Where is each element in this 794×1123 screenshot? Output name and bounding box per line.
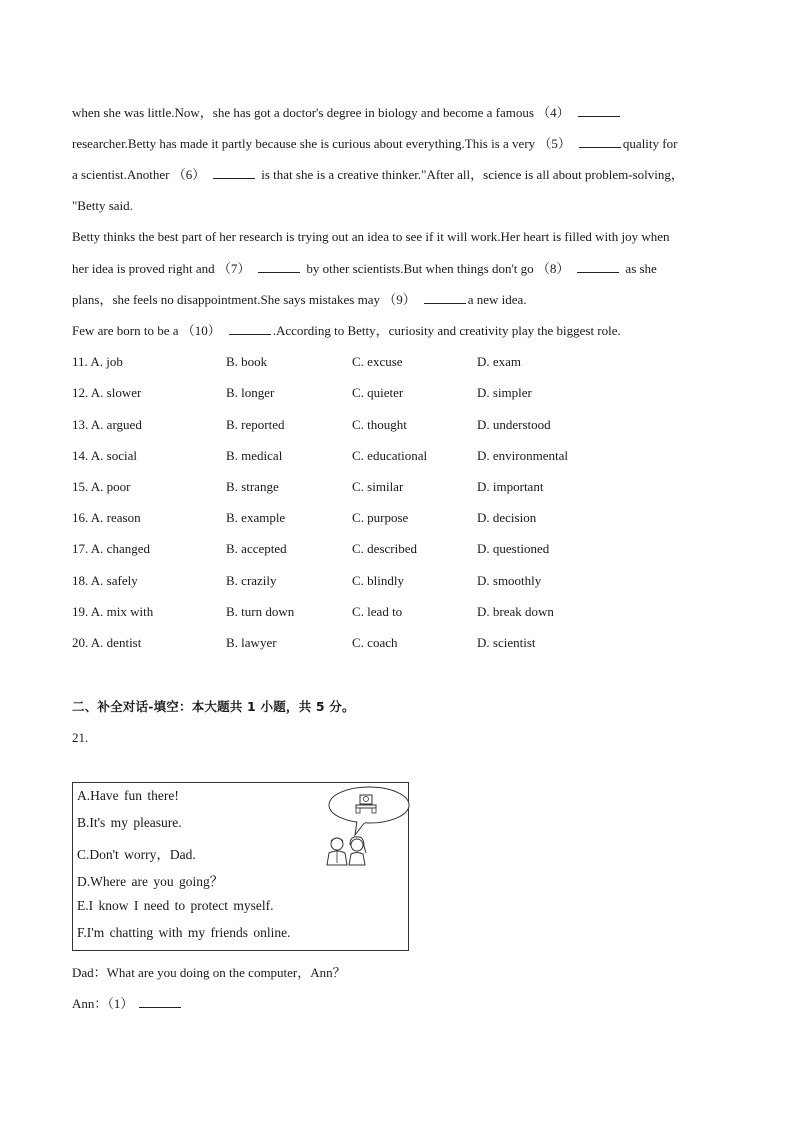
option-a: A. changed [90, 541, 150, 556]
passage-text: .According to Betty，curiosity and creativity play the biggest role. [272, 323, 621, 338]
option-a: A. job [90, 354, 123, 369]
question-number-and-option-a[interactable] [72, 573, 138, 589]
option-c[interactable]: C. similar [352, 479, 404, 494]
question-number: 14. [72, 448, 89, 463]
question-number: 15. [72, 479, 89, 494]
option-c[interactable]: C. described [352, 541, 417, 556]
choice-item: D.Where are you going？ [77, 874, 224, 889]
passage-text: her idea is proved right and （7） [72, 261, 251, 276]
option-d[interactable]: D. understood [477, 417, 551, 432]
question-number: 17. [72, 541, 89, 556]
passage-line-5 [72, 229, 670, 245]
question-number-and-option-a[interactable] [72, 385, 141, 401]
option-d[interactable]: D. decision [477, 510, 537, 525]
section-heading: 二、补全对话-填空：本大题共 1 小题，共 5 分。 [72, 699, 355, 714]
question-number: 19. [72, 604, 89, 619]
passage-line-7 [72, 292, 527, 308]
option-d[interactable]: D. smoothly [477, 573, 542, 588]
option-b[interactable]: B. crazily [226, 573, 277, 588]
speech-bubble-tail [355, 821, 365, 835]
question-row [72, 479, 722, 495]
option-b[interactable]: B. book [226, 354, 268, 369]
question-number-and-option-a[interactable] [72, 417, 142, 433]
answer-blank[interactable] [229, 323, 271, 335]
option-a: A. social [90, 448, 138, 463]
passage-text: when she was little.Now，she has got a doctor's degree in biology and become a famous （4） [72, 105, 570, 120]
answer-blank[interactable] [579, 136, 621, 148]
question-row [72, 635, 722, 651]
option-d[interactable]: D. break down [477, 604, 554, 619]
option-b[interactable]: B. reported [226, 417, 285, 432]
question-number: 18. [72, 573, 89, 588]
passage-text: "Betty said. [72, 198, 133, 213]
option-b[interactable]: B. medical [226, 448, 283, 463]
option-a: A. slower [90, 385, 142, 400]
option-c[interactable]: C. excuse [352, 354, 403, 369]
question-number: 12. [72, 385, 89, 400]
option-d[interactable]: D. questioned [477, 541, 550, 556]
option-c[interactable]: C. quieter [352, 385, 404, 400]
option-c[interactable]: C. thought [352, 417, 407, 432]
question-number: 13. [72, 417, 89, 432]
passage-text: Few are born to be a （10） [72, 323, 221, 338]
passage-text: is that she is a creative thinker."After all，science is all about problem-solving， [261, 167, 684, 182]
option-a: A. reason [90, 510, 141, 525]
choice-item: E.I know I need to protect myself. [77, 898, 274, 913]
option-c[interactable]: C. coach [352, 635, 398, 650]
option-c[interactable]: C. educational [352, 448, 428, 463]
question-row [72, 541, 722, 557]
answer-blank[interactable] [258, 261, 300, 273]
father-figure [327, 838, 347, 865]
question-row [72, 510, 722, 526]
passage-line-6 [72, 261, 657, 277]
choice-item: C.Don't worry，Dad. [77, 847, 196, 862]
answer-blank[interactable] [424, 292, 466, 304]
passage-line-2 [72, 136, 677, 152]
passage-line-4 [72, 198, 133, 214]
question-row [72, 448, 722, 464]
question-number-and-option-a[interactable] [72, 604, 153, 620]
option-d[interactable]: D. scientist [477, 635, 536, 650]
choice-item: F.I'm chatting with my friends online. [77, 925, 291, 940]
passage-line-1 [72, 105, 622, 121]
answer-blank[interactable] [577, 261, 619, 273]
answer-blank[interactable] [213, 167, 255, 179]
option-b[interactable]: B. lawyer [226, 635, 277, 650]
option-b[interactable]: B. turn down [226, 604, 295, 619]
option-a: A. poor [90, 479, 131, 494]
dialogue-line-dad: Dad：What are you doing on the computer，Ann？ [72, 965, 346, 980]
choice-item: B.It's my pleasure. [77, 815, 182, 830]
option-a: A. argued [90, 417, 142, 432]
option-b[interactable]: B. accepted [226, 541, 287, 556]
passage-text: quality for [622, 136, 678, 151]
option-d[interactable]: D. exam [477, 354, 522, 369]
passage-text: plans，she feels no disappointment.She says mistakes may （9） [72, 292, 416, 307]
question-number: 20. [72, 635, 89, 650]
option-d[interactable]: D. simpler [477, 385, 532, 400]
daughter-figure [349, 837, 366, 865]
answer-blank[interactable] [578, 105, 620, 117]
answer-blank[interactable] [139, 996, 181, 1008]
passage-line-3 [72, 167, 684, 183]
question-number-and-option-a[interactable] [72, 541, 150, 557]
option-b[interactable]: B. strange [226, 479, 279, 494]
question-row [72, 573, 722, 589]
option-d[interactable]: D. environmental [477, 448, 568, 463]
option-c[interactable]: C. blindly [352, 573, 405, 588]
question-number: 21. [72, 730, 89, 745]
passage-text: Betty thinks the best part of her research is trying out an idea to see if it will work.Her heart is filled with joy when [72, 229, 670, 244]
question-number-and-option-a[interactable] [72, 479, 131, 495]
passage-text: as she [625, 261, 657, 276]
option-b[interactable]: B. longer [226, 385, 275, 400]
option-c[interactable]: C. purpose [352, 510, 409, 525]
question-number-and-option-a[interactable] [72, 448, 137, 464]
option-a: A. dentist [90, 635, 142, 650]
father-daughter-chat-illustration [323, 785, 411, 867]
question-number: 11. [72, 354, 88, 369]
question-number-and-option-a[interactable] [72, 510, 141, 526]
question-number: 16. [72, 510, 89, 525]
dialogue-line-ann [72, 993, 183, 1012]
choices-box [72, 782, 409, 951]
question-number-and-option-a[interactable] [72, 635, 141, 651]
question-row [72, 385, 722, 401]
question-row [72, 604, 722, 620]
option-a: A. safely [90, 573, 138, 588]
passage-text: by other scientists.But when things don't go （8） [306, 261, 570, 276]
question-row [72, 417, 722, 433]
question-number-and-option-a[interactable] [72, 354, 123, 370]
question-row [72, 354, 722, 370]
dialogue-speaker: Ann：（1） [72, 996, 134, 1011]
option-b[interactable]: B. example [226, 510, 286, 525]
passage-line-8 [72, 323, 621, 339]
option-a: A. mix with [90, 604, 154, 619]
option-c[interactable]: C. lead to [352, 604, 403, 619]
passage-text: a new idea. [467, 292, 527, 307]
passage-text: a scientist.Another （6） [72, 167, 206, 182]
option-d[interactable]: D. important [477, 479, 544, 494]
passage-text: researcher.Betty has made it partly because she is curious about everything.This is a very （5） [72, 136, 571, 151]
choice-item: A.Have fun there! [77, 788, 179, 803]
